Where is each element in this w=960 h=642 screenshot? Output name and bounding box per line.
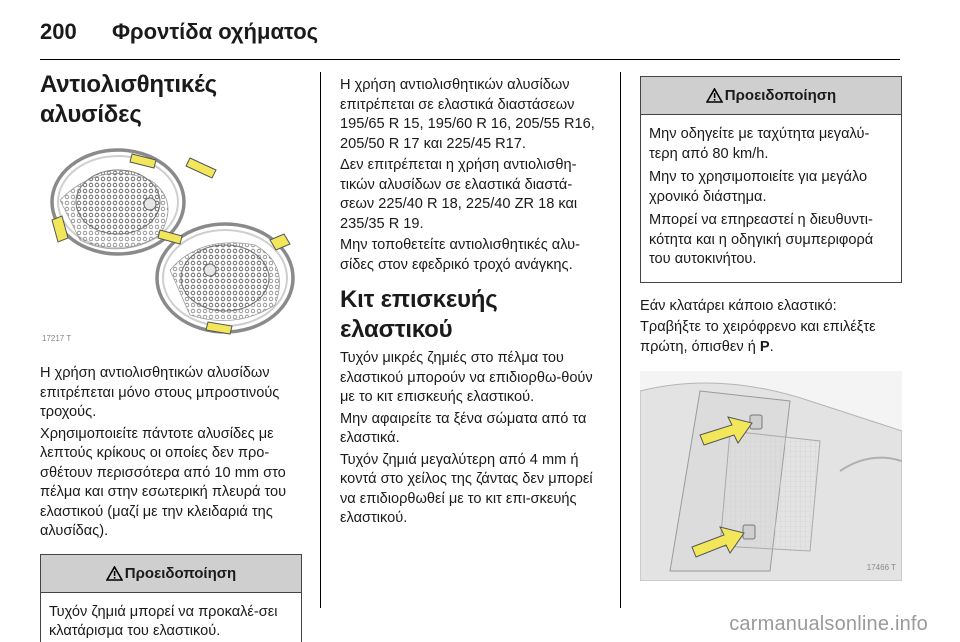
- warning-box-2: [640, 76, 902, 283]
- paragraph-small-damage: Τυχόν μικρές ζημιές στο πέλμα του ελαστικού μπορούν να επιδιορθω-θούν με το κιτ επισκευής ελαστικού.: [340, 350, 593, 405]
- paragraph-spare-wheel: Μην τοποθετείτε αντιολισθητικές αλυ-σίδες στον εφεδρικό τροχό ανάγκης.: [340, 237, 581, 273]
- paragraph-chain-thickness: Χρησιμοποιείτε πάντοτε αλυσίδες με λεπτούς κρίκους οι οποίες δεν προ-σθέτουν περισσότερα από 10 mm στο πέλμα και στην εσωτερική πλευρά του ελαστικού (μαζί με την κλειδαριά της αλυσίδας).: [40, 425, 287, 539]
- warning-text-1: Τυχόν ζημιά μπορεί να προκαλέ-σει κλατάρισμα του ελαστικού.: [49, 603, 278, 639]
- warning-triangle-icon: [106, 566, 123, 581]
- paragraph-if-flat: Εάν κλατάρει κάποιο ελαστικό:: [640, 297, 837, 314]
- page-header: [40, 10, 900, 60]
- column-divider-1: [320, 72, 321, 608]
- gear-p-label: P: [759, 338, 770, 355]
- paragraph-handbrake: [640, 318, 902, 357]
- figure-label-17466: 17466 T: [866, 563, 896, 572]
- trunk-image: [640, 371, 902, 581]
- section-title-snow-chains: Αντιολισθητικές αλυσίδες: [40, 71, 217, 128]
- column-3: [640, 72, 902, 581]
- warning-triangle-icon: [706, 88, 723, 103]
- warning-header-2: [641, 77, 901, 115]
- paragraph-large-damage: Τυχόν ζημιά μεγαλύτερη από 4 mm ή κοντά στο χείλος της ζάντας δεν μπορεί να επιδιορθωθεί με το κιτ επι-σκευής ελαστικού.: [340, 451, 593, 526]
- trunk-compartment-illustration: [640, 371, 902, 581]
- figure-label-17217: 17217 T: [42, 334, 72, 343]
- page-section-title: Φροντίδα οχήματος: [112, 19, 319, 44]
- warning-title-1: Προειδοποίηση: [124, 564, 237, 582]
- snow-chains-illustration: [40, 140, 302, 350]
- column-1: [40, 70, 302, 642]
- section-title-repair-kit: Κιτ επισκευής ελαστικού: [340, 286, 498, 343]
- snow-chains-image: [40, 140, 302, 350]
- column-divider-2: [620, 72, 621, 608]
- warning-handling: Μπορεί να επηρεαστεί η διευθυντι-κότητα και η οδηγική συμπεριφορά του αυτοκινήτου.: [649, 212, 874, 267]
- warning-duration: Μην το χρησιμοποιείτε για μεγάλο χρονικό διάστημα.: [649, 169, 868, 205]
- handbrake-end: .: [769, 338, 774, 355]
- warning-title-2: Προειδοποίηση: [724, 87, 837, 104]
- paragraph-allowed-sizes: Η χρήση αντιολισθητικών αλυσίδων επιτρέπεται σε ελαστικά διαστάσεων 195/65 R 15, 195/60 R 16, 205/55 R16, 205/50 R 17 και 225/45 R17.: [340, 77, 595, 152]
- warning-box-1: [40, 554, 302, 642]
- warning-header-1: [41, 555, 301, 593]
- handbrake-text: Τραβήξτε το χειρόφρενο και επιλέξτε πρώτη, όπισθεν ή: [640, 319, 876, 355]
- watermark: carmanualsonline.info: [729, 613, 928, 635]
- paragraph-front-wheels: Η χρήση αντιολισθητικών αλυσίδων επιτρέπεται μόνο στους μπροστινούς τροχούς.: [40, 365, 280, 420]
- column-2: [340, 76, 604, 531]
- paragraph-foreign-objects: Μην αφαιρείτε τα ξένα σώματα από τα ελαστικά.: [340, 410, 587, 446]
- warning-speed: Μην οδηγείτε με ταχύτητα μεγαλύ-τερη από 80 km/h.: [649, 126, 870, 162]
- paragraph-disallowed-sizes: Δεν επιτρέπεται η χρήση αντιολισθη-τικών αλυσίδων σε ελαστικά διαστά-σεων 225/40 R 18, 225/40 ZR 18 και 235/35 R 19.: [340, 157, 578, 232]
- page-number: 200: [40, 19, 77, 44]
